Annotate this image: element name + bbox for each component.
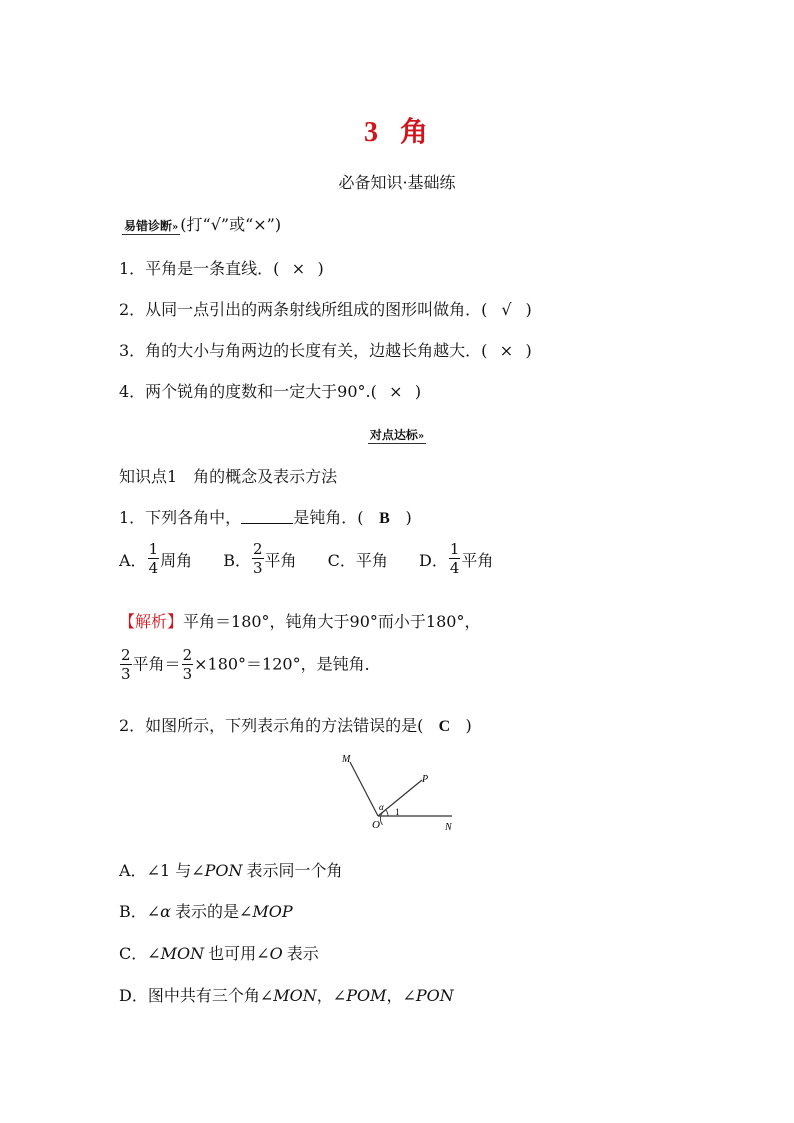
question-2-option-b: B．∠α 表示的是∠MOP [119, 902, 293, 921]
question-2-option-a: A．∠1 与∠PON 表示同一个角 [119, 861, 343, 880]
label-alpha: α [379, 802, 384, 812]
knowledge-point-title: 知识点1 角的概念及表示方法 [119, 467, 338, 486]
error-diagnosis-tag: 易错诊断» [124, 219, 179, 233]
question-1-options [119, 542, 519, 576]
question-1-stem: 1．下列各角中， 是钝角．( B ) [119, 508, 412, 527]
section-subtitle: 必备知识·基础练 [338, 173, 456, 192]
option-a: A． $\frac{1}{4}$ 周角 [119, 540, 193, 577]
analysis-line-1: 【解析】平角＝180°，钝角大于90°而小于180°， [119, 612, 481, 631]
tf-item-3: 3．角的大小与角两边的长度有关，边越长角越大．( × ) [119, 341, 532, 360]
ray-om [350, 762, 378, 816]
label-m: M [342, 754, 351, 765]
label-n: N [445, 822, 452, 833]
tf-item-2: 2．从同一点引出的两条射线所组成的图形叫做角．( √ ) [119, 300, 532, 319]
answer-blank [241, 509, 293, 524]
alpha-arc [380, 810, 385, 825]
page-title: 3 角 [363, 115, 430, 148]
instruction: (打“√”或“×”) [180, 215, 282, 234]
tf-item-4: 4．两个锐角的度数和一定大于90°.( × ) [119, 382, 422, 401]
angle-figure [330, 748, 470, 838]
option-c: C． 平角 [327, 550, 388, 570]
question-2-stem: 2．如图所示，下列表示角的方法错误的是( C ) [119, 716, 472, 735]
label-one: 1 [395, 807, 400, 817]
label-o: O [372, 819, 380, 831]
analysis-label: 【解析】 [119, 612, 184, 631]
tf-item-1: 1．平角是一条直线．( × ) [119, 259, 324, 278]
error-diagnosis-header [122, 212, 281, 235]
analysis-line-2: $\frac{2}{3}$ 平角＝ $\frac{2}{3}$ ×180°＝120°，是钝角． [121, 646, 381, 683]
question-2-option-d: D．图中共有三个角∠MON，∠POM，∠PON [119, 986, 454, 1005]
option-d: D． $\frac{1}{4}$ 平角 [419, 540, 494, 577]
question-2-option-c: C．∠MON 也可用∠O 表示 [119, 944, 319, 963]
label-p: P [422, 774, 429, 785]
practice-tag: 对点达标» [369, 428, 425, 442]
option-b: B． $\frac{2}{3}$ 平角 [223, 540, 297, 577]
practice-header [0, 424, 794, 443]
angle-1-arc [386, 810, 389, 817]
